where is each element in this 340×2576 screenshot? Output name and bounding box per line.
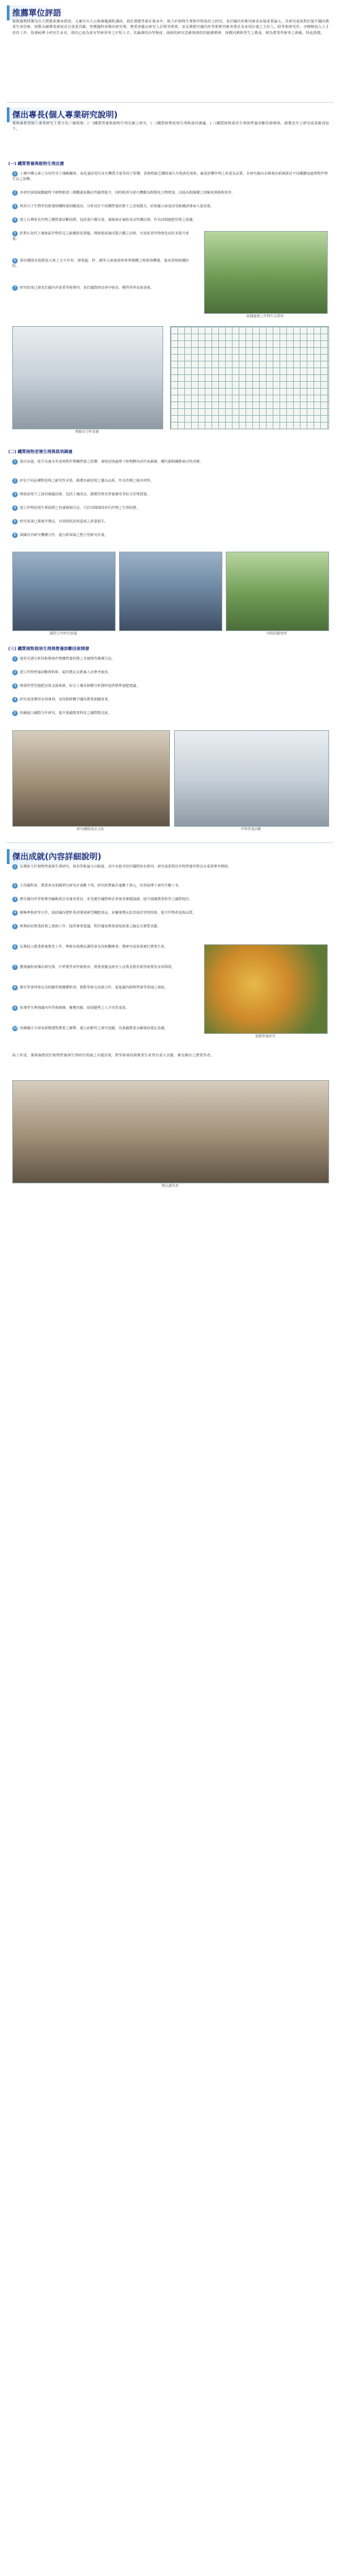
list-item: 4 研究成果獲得多項專利，並技術移轉予國內農業相關產業。 xyxy=(12,697,328,702)
list-item-text: 建立台灣常見作物之鐵營養診斷指標，包括葉片鐵含量、葉綠素計讀值及活性鐵比例，作為田間施肥管理之依據。 xyxy=(20,218,197,222)
list-item: 4 積極參與產學合作，協助國內肥料業者開發新型鐵肥產品，並輔導農民改善栽培管理技術，提升作物產量與品質。 xyxy=(12,910,328,916)
list-item-text: 參與政府農業政策之諮詢工作，提供專業建議，對於國家農業發展政策之擬定有實質貢獻。 xyxy=(20,925,161,929)
photo-farmer-workshop xyxy=(12,1080,329,1183)
photo-fruit-research xyxy=(204,944,328,1034)
photo-caption: 田間試驗情形 xyxy=(266,632,287,636)
list-item: 7 研究結果已發表於國內外重要學術期刊，並於國際研討會中發表，獲得學界高度重視。 xyxy=(12,285,189,291)
list-item: 2 主持國科會、農委會及相關單位研究計畫數十項，研究經費累計逾數千萬元，培育碩博士研究生數十名。 xyxy=(12,883,328,889)
list-item-text: 土壤中鐵元素之有效性受土壤酸鹼值、氧化還原電位及有機質含量等因子影響，當植物缺乏鐵時葉片出現黃化現象，嚴重影響作物之產量及品質。本研究藉由水耕栽培系統探討不同鐵濃度處理對作物生長之影響。 xyxy=(12,172,328,182)
photo-caption: 作物營養診斷 xyxy=(240,827,261,831)
list-item: 2 建立作物營養診斷資料庫，提供農民及推廣人員參考使用。 xyxy=(12,670,328,675)
subsection-title-3: (三) 鐵質植物栽培生理與營養診斷技術開發 xyxy=(8,647,90,651)
photo-lab-equipment xyxy=(12,326,163,429)
list-item-text: 研究成果已推廣至農民，有效降低逆境造成之產量損失。 xyxy=(20,520,108,524)
list-item-text: 建立作物營養診斷資料庫，提供農民及推廣人員參考使用。 xyxy=(20,670,112,675)
list-item: 6 探討鐵與其他微量元素之交互作用，發現錳、鋅、銅等元素過量時會抑制鐵之吸收與轉運，進而誘發缺鐵症狀。 xyxy=(12,259,189,269)
list-item: 6 與國內外研究機構合作，進行跨領域之整合型研究計畫。 xyxy=(12,533,328,538)
list-item-text: 針對石灰性土壤地區作物常見之缺鐵黃化問題，開發葉面施用螯合鐵之技術，有效改善作物黃化症狀並提升產量。 xyxy=(12,232,190,242)
list-item-text: 運用光譜分析技術開發作物鐵營養狀態之非破壞性檢測方法。 xyxy=(20,657,116,661)
section-title-expertise: 傑出專長(個人專業研究說明) xyxy=(7,107,122,122)
divider xyxy=(7,102,333,103)
list-item: 1 運用光譜分析技術開發作物鐵營養狀態之非破壞性檢測方法。 xyxy=(12,656,328,662)
photo-caption: 實驗室分析設備 xyxy=(75,430,99,434)
list-item: 1 土壤中鐵元素之有效性受土壤酸鹼值、氧化還原電位及有機質含量等因子影響，當植物缺乏鐵時葉片出現黃化現象，嚴重影響作物之產量及品質。本研究藉由水耕栽培系統探討不同鐵濃度處理對作物生長之影響。 xyxy=(12,172,328,182)
list-item: 1 長期致力於植物營養與生理研究，發表學術論文百餘篇，其中多篇刊登於國際知名期刊，研究成果對於作物營養管理具有重要參考價值。 xyxy=(12,864,328,870)
subsection-title-1: (一) 鐵質營養與植物生理反應 xyxy=(8,162,65,166)
list-item: 6 長期投入農業推廣教育工作，舉辦多場農民講習會及技術觀摩會，將研究成果落實於農業生產。 xyxy=(12,944,189,950)
photo-meeting-2 xyxy=(119,552,222,631)
list-item-text: 長期致力於植物營養與生理研究，發表學術論文百餘篇，其中多篇刊登於國際知名期刊，研究成果對於作物營養管理具有重要參考價值。 xyxy=(20,865,232,869)
section-title-recommendation: 推薦單位評語 xyxy=(7,5,65,20)
list-item: 8 擔任學會理事長及相關學術團體幹部，推動學術交流與合作，促進國內植物營養學領域之發展。 xyxy=(12,985,189,990)
list-item-text: 評估不同品種對逆境之耐受性差異，篩選出耐逆境之優良品系，作為育種之親本材料。 xyxy=(20,479,154,483)
list-item-text: 利用分子生物學技術選殖鐵吸收相關基因，分析其於不同鐵營養狀態下之表現模式，結果顯示該基因受缺鐵誘導而大量表現。 xyxy=(20,204,214,209)
subsection-title-2: (二) 鐵質植物逆境生理與栽培調適 xyxy=(8,450,73,454)
photo-data-chart xyxy=(170,326,329,429)
list-item-text: 探討鐵與其他微量元素之交互作用，發現錳、鋅、銅等元素過量時會抑制鐵之吸收與轉運，進而誘發缺鐵症狀。 xyxy=(12,259,189,269)
list-item-text: 研究成果獲得多項專利，並技術移轉予國內農業相關產業。 xyxy=(20,698,112,702)
photo-meeting xyxy=(12,552,116,631)
list-item: 2 評估不同品種對逆境之耐受性差異，篩選出耐逆境之優良品系，作為育種之親本材料。 xyxy=(12,478,328,484)
list-item-text: 持續進行國際合作研究，提升我國農業科技之國際能見度。 xyxy=(20,711,112,715)
list-item-text: 積極參與產學合作，協助國內肥料業者開發新型鐵肥產品，並輔導農民改善栽培管理技術，提升作物產量與品質。 xyxy=(20,911,197,915)
list-item-text: 研究結果已發表於國內外重要學術期刊，並於國際研討會中發表，獲得學界高度重視。 xyxy=(20,286,154,290)
list-item: 9 指導學生參與國內外學術競賽，屢獲佳績，展現優秀之人才培育成果。 xyxy=(12,1005,189,1011)
photo-caption: 果樹營養研究 xyxy=(254,1035,275,1039)
list-item: 7 獲頒國科會傑出研究獎、中華農學會學術獎章、農委會優良研究人員獎及教育部學術獎等多項殊榮。 xyxy=(12,965,189,970)
list-item: 3 開發逆境下之栽培調適技術，包括土壤改良、灌溉管理及營養補充等綜合管理措施。 xyxy=(12,492,328,497)
list-item: 5 持續進行國際合作研究，提升我國農業科技之國際能見度。 xyxy=(12,711,328,716)
list-item-text: 與國內外研究機構合作，進行跨領域之整合型研究計畫。 xyxy=(20,533,108,537)
list-item: 5 參與政府農業政策之諮詢工作，提供專業建議，對於國家農業發展政策之擬定有實質貢獻。 xyxy=(12,924,328,929)
list-item-text: 開發智慧型施肥決策支援系統，結合土壤及植體分析資料提供精準施肥建議。 xyxy=(20,684,140,688)
divider xyxy=(7,842,333,843)
photo-iron-deficiency xyxy=(204,231,328,314)
list-item-text: 建立作物逆境生理指標之快速檢測方法，可於田間即時評估作物之生理狀態。 xyxy=(20,506,140,510)
photo-research-team xyxy=(12,730,170,827)
expertise-intro: 係與森教授個人專業研究主要分為三個領域：(一)鐵質營養與植物生理反應之研究，(二)鐵質植物逆境生理與栽培調適，(三)鐵質植物栽培生理與營養診斷技術開發。謹將近年之研究成果簡述如下。 xyxy=(12,122,329,132)
list-item-text: 主持國科會、農委會及相關單位研究計畫數十項，研究經費累計逾數千萬元，培育碩博士研究生數十名。 xyxy=(20,884,182,888)
list-item: 1 探討高溫、乾旱及淹水等逆境對作物鐵營養之影響，發現逆境處理下植物體內活性氧累積，鐵代謝相關酵素活性改變。 xyxy=(12,459,328,465)
list-item-text: 本研究發現缺鐵處理下植物根部三價鐵還原酶活性顯著提升，同時根部分泌有機酸及酚類化合物增加，以提高根圈鐵之溶解度與吸收效率。 xyxy=(20,191,235,195)
list-item-text: 長期投入農業推廣教育工作，舉辦多場農民講習會及技術觀摩會，將研究成果落實於農業生產。 xyxy=(20,945,168,949)
list-item-text: 開發逆境下之栽培調適技術，包括土壤改良、灌溉管理及營養補充等綜合管理措施。 xyxy=(20,493,150,497)
photo-nutrient-diagnosis xyxy=(174,730,329,827)
list-item: 10 持續關注全球氣候變遷對農業之衝擊，進行前瞻性之研究規劃，為我國農業永續發展奠定基礎。 xyxy=(12,1026,168,1031)
list-item-text: 獲頒國科會傑出研究獎、中華農學會學術獎章、農委會優良研究人員獎及教育部學術獎等多項殊榮。 xyxy=(20,965,175,969)
list-item-text: 擔任國內外學術期刊編輯委員及審查委員，並受邀至國際研討會發表專題演講，提升我國農業科學之國際地位。 xyxy=(20,897,193,901)
list-item: 3 利用分子生物學技術選殖鐵吸收相關基因，分析其於不同鐵營養狀態下之表現模式，結果顯示該基因受缺鐵誘導而大量表現。 xyxy=(12,204,328,209)
list-item-text: 探討高溫、乾旱及淹水等逆境對作物鐵營養之影響，發現逆境處理下植物體內活性氧累積，鐵代謝相關酵素活性改變。 xyxy=(20,460,203,464)
photo-field-trial xyxy=(226,552,329,631)
list-item: 4 建立台灣常見作物之鐵營養診斷指標，包括葉片鐵含量、葉綠素計讀值及活性鐵比例，作為田間施肥管理之依據。 xyxy=(12,217,328,223)
photo-caption: 國際合作研究會議 xyxy=(49,632,77,636)
photo-caption: 缺鐵處理之作物生長情形 xyxy=(246,315,284,319)
list-item: 3 開發智慧型施肥決策支援系統，結合土壤及植體分析資料提供精準施肥建議。 xyxy=(12,683,328,689)
section-title-achievements: 傑出成就(內容詳細說明) xyxy=(7,849,105,864)
recommendation-text: 我與森教授係為台大農藝系傳承教授，又兼任台大公衛專題課程講座。我於農藝學系任教多年，致力於植物生理與作物栽培之研究，並於國內外期刊發表多篇重要論文。其研究成果對於提升國內農業生產技術、推動永續農業發展具有重要貢獻。曾獲國科會傑出研究獎、農委會優良研究人員獎等殊榮，並長期擔任國內外學術期刊審查委員及多項計畫之主持人。除學術研究外，亦積極投入人才培育工作，指導碩博士研究生多名，現均已成為產官學研各界之中堅人才。其嚴謹的治學態度、創新的研究思維與熱忱的服務精神，深獲同儕與學生之敬重，實為農業學術界之典範，特此推薦。 xyxy=(12,20,329,35)
list-item-text: 擔任學會理事長及相關學術團體幹部，推動學術交流與合作，促進國內植物營養學領域之發展。 xyxy=(20,986,168,990)
list-item-text: 持續關注全球氣候變遷對農業之衝擊，進行前瞻性之研究規劃，為我國農業永續發展奠定基礎。 xyxy=(20,1026,168,1031)
list-item: 4 建立作物逆境生理指標之快速檢測方法，可於田間即時評估作物之生理狀態。 xyxy=(12,505,328,511)
list-item: 5 針對石灰性土壤地區作物常見之缺鐵黃化問題，開發葉面施用螯合鐵之技術，有效改善作物黃化症狀並提升產量。 xyxy=(12,232,190,242)
list-item: 3 擔任國內外學術期刊編輯委員及審查委員，並受邀至國際研討會發表專題演講，提升我國農業科學之國際地位。 xyxy=(12,897,328,902)
photo-caption: 研究團隊成員合影 xyxy=(76,827,104,831)
list-item: 2 本研究發現缺鐵處理下植物根部三價鐵還原酶活性顯著提升，同時根部分泌有機酸及酚類化合物增加，以提高根圈鐵之溶解度與吸收效率。 xyxy=(12,190,328,196)
photo-caption: 農民講習會 xyxy=(161,1184,179,1188)
closing-text: 綜上所述，係與森教授於植物營養與生理研究領域之卓越表現，對學術發展與農業生產皆有重大貢獻，實為傑出之農業學者。 xyxy=(12,1054,214,1058)
list-item-text: 指導學生參與國內外學術競賽，屢獲佳績，展現優秀之人才培育成果。 xyxy=(20,1006,129,1010)
list-item: 5 研究成果已推廣至農民，有效降低逆境造成之產量損失。 xyxy=(12,519,328,524)
